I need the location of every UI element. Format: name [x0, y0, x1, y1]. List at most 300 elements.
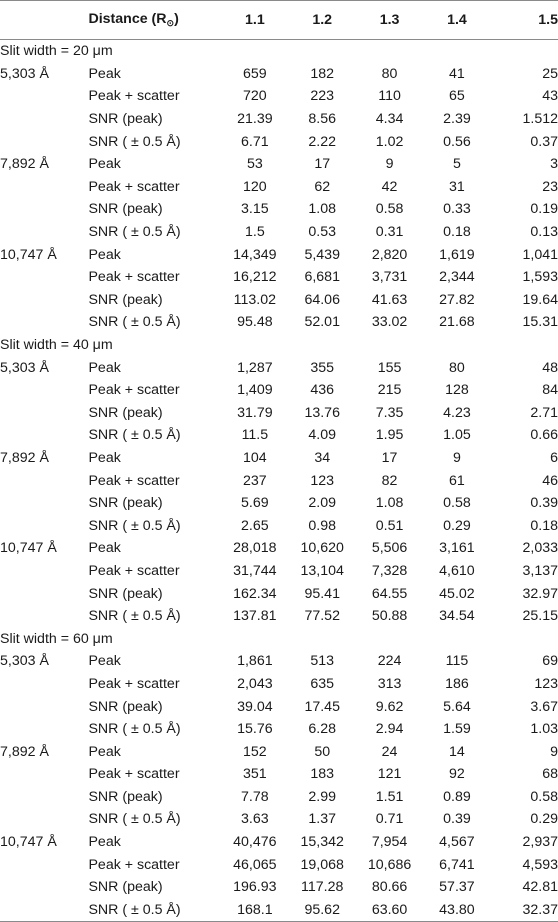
value-cell: 28,018 — [233, 540, 277, 557]
value-cell: 65 — [449, 88, 465, 105]
value-cell: 1.02 — [375, 133, 404, 150]
value-cell: 0.31 — [375, 224, 404, 241]
value-cell: 0.39 — [443, 811, 471, 828]
value-cell: 351 — [243, 766, 267, 783]
value-cell: 13.76 — [304, 404, 340, 421]
quantity-cell: Peak + scatter — [88, 675, 180, 692]
value-cell: 23 — [542, 178, 558, 195]
quantity-cell: Peak — [88, 540, 121, 557]
value-cell: 0.37 — [530, 133, 558, 150]
value-cell: 8.56 — [308, 111, 337, 128]
quantity-cell: SNR ( ± 0.5 Å) — [88, 517, 181, 534]
wavelength-cell — [0, 266, 88, 289]
table-row — [0, 673, 558, 696]
wavelength-cell — [0, 289, 88, 312]
table-row — [0, 718, 558, 741]
value-cell: 2,937 — [522, 834, 558, 851]
value-cell: 152 — [243, 743, 267, 760]
value-cell: 0.56 — [443, 133, 471, 150]
quantity-cell: Peak — [88, 246, 121, 263]
value-cell: 0.29 — [443, 517, 471, 534]
value-cell: 50 — [314, 743, 331, 760]
value-cell: 224 — [377, 653, 402, 670]
value-cell: 5.64 — [443, 698, 471, 715]
value-cell: 1.08 — [375, 495, 404, 512]
quantity-cell: SNR (peak) — [88, 698, 163, 715]
value-cell: 1.5 — [244, 224, 265, 241]
wavelength-cell: 7,892 Å — [0, 743, 49, 760]
wavelength-cell — [0, 85, 88, 108]
table-row — [0, 85, 558, 108]
value-cell: 215 — [377, 382, 402, 399]
value-cell: 113.02 — [233, 291, 277, 308]
value-cell: 95.41 — [304, 585, 340, 602]
value-cell: 17.45 — [304, 698, 340, 715]
value-cell: 48 — [542, 359, 558, 376]
quantity-cell: Peak + scatter — [88, 88, 180, 105]
table-row — [0, 153, 558, 176]
table-row — [0, 808, 558, 831]
value-cell: 68 — [542, 766, 558, 783]
table-row — [0, 469, 558, 492]
value-cell: 17 — [314, 156, 331, 173]
wavelength-cell — [0, 424, 88, 447]
value-cell: 53 — [246, 156, 263, 173]
wavelength-cell — [0, 695, 88, 718]
value-cell: 183 — [310, 766, 335, 783]
quantity-cell: Peak — [88, 653, 121, 670]
value-cell: 7,328 — [371, 562, 408, 579]
table-row — [0, 63, 558, 86]
value-cell: 24 — [381, 743, 398, 760]
value-cell: 513 — [310, 653, 335, 670]
quantity-cell: SNR (peak) — [88, 585, 163, 602]
table-row — [0, 266, 558, 289]
quantity-cell: Peak + scatter — [88, 472, 180, 489]
value-cell: 4.09 — [308, 427, 337, 444]
table-header — [0, 1, 558, 40]
value-cell: 123 — [310, 472, 335, 489]
value-cell: 223 — [310, 88, 335, 105]
table-row — [0, 447, 558, 470]
value-cell: 62 — [314, 178, 331, 195]
value-cell: 80.66 — [371, 879, 408, 896]
value-cell: 2,344 — [439, 269, 475, 286]
value-cell: 0.29 — [530, 811, 558, 828]
quantity-cell: Peak + scatter — [88, 269, 180, 286]
value-cell: 2.09 — [308, 495, 337, 512]
value-cell: 237 — [243, 472, 267, 489]
value-cell: 3.63 — [241, 811, 269, 828]
value-cell: 1,409 — [237, 382, 273, 399]
table-row — [0, 243, 558, 266]
wavelength-cell — [0, 582, 88, 605]
table-row — [0, 695, 558, 718]
value-cell: 17 — [381, 449, 398, 466]
table-row — [0, 899, 558, 922]
table-body — [0, 40, 558, 922]
value-cell: 82 — [381, 472, 398, 489]
value-cell: 14 — [449, 743, 465, 760]
table-row — [0, 650, 558, 673]
quantity-cell: Peak — [88, 359, 121, 376]
value-cell: 63.60 — [356, 899, 423, 922]
value-cell: 2.71 — [530, 404, 558, 421]
wavelength-cell: 5,303 Å — [0, 653, 49, 670]
value-cell: 313 — [377, 675, 402, 692]
wavelength-cell — [0, 899, 88, 922]
value-cell: 1.51 — [375, 788, 404, 805]
value-cell: 2.99 — [308, 788, 337, 805]
value-cell: 34 — [314, 449, 331, 466]
value-cell: 0.58 — [443, 495, 471, 512]
value-cell: 0.71 — [375, 811, 404, 828]
value-cell: 7.35 — [375, 404, 404, 421]
wavelength-cell: 5,303 Å — [0, 359, 49, 376]
value-cell: 168.1 — [221, 899, 288, 922]
value-cell: 9 — [385, 156, 394, 173]
value-cell: 40,476 — [233, 834, 277, 851]
column-header: 1.5 — [491, 1, 558, 40]
value-cell: 13,104 — [300, 562, 344, 579]
quantity-cell: SNR (peak) — [88, 111, 163, 128]
value-cell: 2.94 — [375, 721, 404, 738]
value-cell: 1.512 — [522, 111, 558, 128]
value-cell: 659 — [243, 65, 267, 82]
value-cell: 25 — [542, 65, 558, 82]
value-cell: 186 — [445, 675, 469, 692]
value-cell: 16,212 — [233, 269, 277, 286]
quantity-cell: SNR (peak) — [88, 404, 163, 421]
value-cell: 69 — [542, 653, 558, 670]
wavelength-cell: 7,892 Å — [0, 156, 49, 173]
value-cell: 2.39 — [443, 111, 471, 128]
quantity-cell: Peak — [88, 834, 121, 851]
value-cell: 50.88 — [371, 608, 408, 625]
wavelength-cell: 10,747 Å — [0, 246, 57, 263]
value-cell: 41.63 — [371, 291, 408, 308]
value-cell: 182 — [310, 65, 335, 82]
value-cell: 1.03 — [530, 721, 558, 738]
column-header: 1.2 — [289, 1, 356, 40]
quantity-cell: Peak — [88, 743, 121, 760]
value-cell: 21.39 — [237, 111, 273, 128]
quantity-cell: SNR ( ± 0.5 Å) — [88, 133, 181, 150]
value-cell: 27.82 — [439, 291, 475, 308]
value-cell: 33.02 — [371, 314, 408, 331]
value-cell: 92 — [449, 766, 465, 783]
table-row — [0, 876, 558, 899]
value-cell: 41 — [449, 65, 465, 82]
value-cell: 2.22 — [308, 133, 337, 150]
table-row — [0, 221, 558, 244]
slit-width-label: Slit width = 20 μm — [0, 43, 113, 60]
value-cell: 0.98 — [308, 517, 337, 534]
wavelength-cell — [0, 763, 88, 786]
value-cell: 115 — [445, 653, 469, 670]
value-cell: 123 — [534, 675, 558, 692]
table-row — [0, 740, 558, 763]
sun-symbol: ⊙ — [166, 18, 175, 28]
value-cell: 6,681 — [304, 269, 340, 286]
wavelength-cell: 10,747 Å — [0, 540, 57, 557]
value-cell: 15.76 — [237, 721, 273, 738]
value-cell: 2,033 — [522, 540, 558, 557]
value-cell: 7.78 — [241, 788, 269, 805]
table-row — [0, 514, 558, 537]
value-cell: 3 — [550, 156, 558, 173]
value-cell: 3,731 — [371, 269, 408, 286]
value-cell: 1,041 — [522, 246, 558, 263]
quantity-cell: Peak + scatter — [88, 562, 180, 579]
table-row — [0, 176, 558, 199]
wavelength-cell — [0, 402, 88, 425]
quantity-cell: SNR ( ± 0.5 Å) — [88, 427, 181, 444]
wavelength-cell — [0, 311, 88, 334]
value-cell: 2,043 — [237, 675, 273, 692]
value-cell: 31 — [449, 178, 465, 195]
quantity-cell: Peak — [88, 65, 121, 82]
section-header-row — [0, 627, 558, 650]
wavelength-cell — [0, 786, 88, 809]
value-cell: 42 — [381, 178, 398, 195]
value-cell: 128 — [445, 382, 469, 399]
value-cell: 64.06 — [304, 291, 340, 308]
value-cell: 355 — [310, 359, 335, 376]
table-row — [0, 582, 558, 605]
value-cell: 0.58 — [375, 201, 404, 218]
value-cell: 15,342 — [300, 834, 344, 851]
value-cell: 19.64 — [522, 291, 558, 308]
value-cell: 0.19 — [530, 201, 558, 218]
quantity-cell: Peak + scatter — [88, 178, 180, 195]
value-cell: 5,506 — [371, 540, 408, 557]
value-cell: 1.37 — [308, 811, 337, 828]
value-cell: 120 — [243, 178, 267, 195]
table-row — [0, 763, 558, 786]
header-row — [0, 1, 558, 40]
quantity-cell: SNR (peak) — [88, 879, 163, 896]
table-row — [0, 560, 558, 583]
value-cell: 0.89 — [443, 788, 471, 805]
value-cell: 0.18 — [530, 517, 558, 534]
value-cell: 3,137 — [522, 562, 558, 579]
value-cell: 15.31 — [522, 314, 558, 331]
distance-close: ) — [174, 11, 179, 27]
value-cell: 1.08 — [308, 201, 337, 218]
wavelength-cell — [0, 560, 88, 583]
wavelength-cell — [0, 108, 88, 131]
value-cell: 720 — [243, 88, 267, 105]
value-cell: 1.95 — [375, 427, 404, 444]
wavelength-cell: 5,303 Å — [0, 65, 49, 82]
header-empty-cell — [0, 1, 88, 40]
value-cell: 0.18 — [443, 224, 471, 241]
wavelength-cell — [0, 808, 88, 831]
value-cell: 1,861 — [237, 653, 273, 670]
table-row — [0, 289, 558, 312]
value-cell: 155 — [377, 359, 402, 376]
column-header: 1.3 — [356, 1, 423, 40]
wavelength-cell: 7,892 Å — [0, 449, 49, 466]
quantity-cell: SNR ( ± 0.5 Å) — [88, 899, 221, 922]
table-row — [0, 605, 558, 628]
value-cell: 80 — [381, 65, 398, 82]
value-cell: 4.23 — [443, 404, 471, 421]
wavelength-cell — [0, 198, 88, 221]
quantity-cell: SNR (peak) — [88, 788, 163, 805]
table-row — [0, 786, 558, 809]
quantity-cell: Peak + scatter — [88, 856, 180, 873]
table-row — [0, 379, 558, 402]
value-cell: 1.59 — [443, 721, 471, 738]
value-cell: 3.15 — [241, 201, 269, 218]
wavelength-cell — [0, 605, 88, 628]
value-cell: 21.68 — [439, 314, 475, 331]
quantity-cell: Peak + scatter — [88, 382, 180, 399]
table-row — [0, 492, 558, 515]
value-cell: 3,161 — [439, 540, 475, 557]
value-cell: 162.34 — [233, 585, 277, 602]
value-cell: 31.79 — [237, 404, 273, 421]
table-row — [0, 424, 558, 447]
quantity-cell: SNR (peak) — [88, 291, 163, 308]
quantity-cell: SNR (peak) — [88, 495, 163, 512]
value-cell: 2,820 — [371, 246, 408, 263]
value-cell: 0.39 — [530, 495, 558, 512]
value-cell: 1,287 — [237, 359, 273, 376]
table-row — [0, 537, 558, 560]
quantity-cell: SNR (peak) — [88, 201, 163, 218]
wavelength-cell — [0, 379, 88, 402]
value-cell: 9 — [550, 743, 558, 760]
value-cell: 1,593 — [522, 269, 558, 286]
value-cell: 137.81 — [233, 608, 277, 625]
value-cell: 110 — [378, 88, 401, 105]
value-cell: 0.66 — [530, 427, 558, 444]
table-row — [0, 311, 558, 334]
value-cell: 46,065 — [233, 856, 277, 873]
table-row — [0, 108, 558, 131]
value-cell: 4,567 — [439, 834, 475, 851]
table-row — [0, 402, 558, 425]
value-cell: 121 — [377, 766, 402, 783]
quantity-cell: SNR ( ± 0.5 Å) — [88, 811, 181, 828]
column-header: 1.4 — [423, 1, 490, 40]
value-cell: 4,593 — [522, 856, 558, 873]
wavelength-cell — [0, 176, 88, 199]
quantity-cell: Peak — [88, 156, 121, 173]
wavelength-cell — [0, 853, 88, 876]
value-cell: 46 — [542, 472, 558, 489]
value-cell: 52.01 — [304, 314, 340, 331]
value-cell: 9.62 — [375, 698, 404, 715]
value-cell: 43 — [542, 88, 558, 105]
value-cell: 0.13 — [530, 224, 558, 241]
quantity-cell: Peak + scatter — [88, 766, 180, 783]
value-cell: 25.15 — [522, 608, 558, 625]
slit-width-label: Slit width = 60 μm — [0, 630, 113, 647]
wavelength-cell — [0, 492, 88, 515]
wavelength-cell — [0, 876, 88, 899]
value-cell: 14,349 — [233, 246, 277, 263]
value-cell: 436 — [310, 382, 335, 399]
value-cell: 39.04 — [237, 698, 273, 715]
value-cell: 77.52 — [304, 608, 340, 625]
wavelength-cell — [0, 673, 88, 696]
value-cell: 32.37 — [491, 899, 558, 922]
value-cell: 64.55 — [371, 585, 408, 602]
value-cell: 57.37 — [439, 879, 475, 896]
value-cell: 80 — [449, 359, 465, 376]
value-cell: 84 — [542, 382, 558, 399]
value-cell: 61 — [449, 472, 465, 489]
slit-width-label: Slit width = 40 μm — [0, 337, 113, 354]
value-cell: 6,741 — [439, 856, 475, 873]
value-cell: 3.67 — [530, 698, 558, 715]
value-cell: 4.34 — [375, 111, 404, 128]
wavelength-cell — [0, 514, 88, 537]
value-cell: 34.54 — [439, 608, 475, 625]
value-cell: 5.69 — [241, 495, 269, 512]
wavelength-cell: 10,747 Å — [0, 834, 57, 851]
wavelength-cell — [0, 130, 88, 153]
table-row — [0, 356, 558, 379]
quantity-cell: SNR ( ± 0.5 Å) — [88, 721, 181, 738]
wavelength-cell — [0, 469, 88, 492]
value-cell: 42.81 — [522, 879, 558, 896]
value-cell: 45.02 — [439, 585, 475, 602]
quantity-cell: SNR ( ± 0.5 Å) — [88, 224, 181, 241]
value-cell: 6 — [550, 449, 558, 466]
wavelength-cell — [0, 718, 88, 741]
value-cell: 7,954 — [371, 834, 408, 851]
value-cell: 1.05 — [443, 427, 471, 444]
value-cell: 1,619 — [439, 246, 475, 263]
value-cell: 6.71 — [241, 133, 269, 150]
value-cell: 0.58 — [530, 788, 558, 805]
quantity-cell: SNR ( ± 0.5 Å) — [88, 314, 181, 331]
table-row — [0, 198, 558, 221]
value-cell: 95.62 — [289, 899, 356, 922]
value-cell: 31,744 — [233, 562, 277, 579]
section-header-row — [0, 334, 558, 357]
value-cell: 4,610 — [439, 562, 475, 579]
column-header: 1.1 — [221, 1, 288, 40]
wavelength-cell — [0, 221, 88, 244]
value-cell: 43.80 — [423, 899, 490, 922]
value-cell: 117.28 — [301, 879, 344, 896]
value-cell: 635 — [310, 675, 335, 692]
value-cell: 0.53 — [308, 224, 337, 241]
value-cell: 5 — [452, 156, 461, 173]
value-cell: 10,620 — [300, 540, 344, 557]
value-cell: 9 — [452, 449, 461, 466]
table-row — [0, 853, 558, 876]
quantity-cell: SNR ( ± 0.5 Å) — [88, 608, 181, 625]
distance-header — [88, 1, 221, 40]
value-cell: 11.5 — [241, 427, 269, 444]
value-cell: 5,439 — [304, 246, 340, 263]
table-row — [0, 130, 558, 153]
value-cell: 32.97 — [522, 585, 558, 602]
value-cell: 0.51 — [375, 517, 404, 534]
value-cell: 10,686 — [367, 856, 412, 873]
value-cell: 2.65 — [241, 517, 269, 534]
value-cell: 95.48 — [237, 314, 273, 331]
value-cell: 196.93 — [233, 879, 277, 896]
value-cell: 6.28 — [308, 721, 337, 738]
